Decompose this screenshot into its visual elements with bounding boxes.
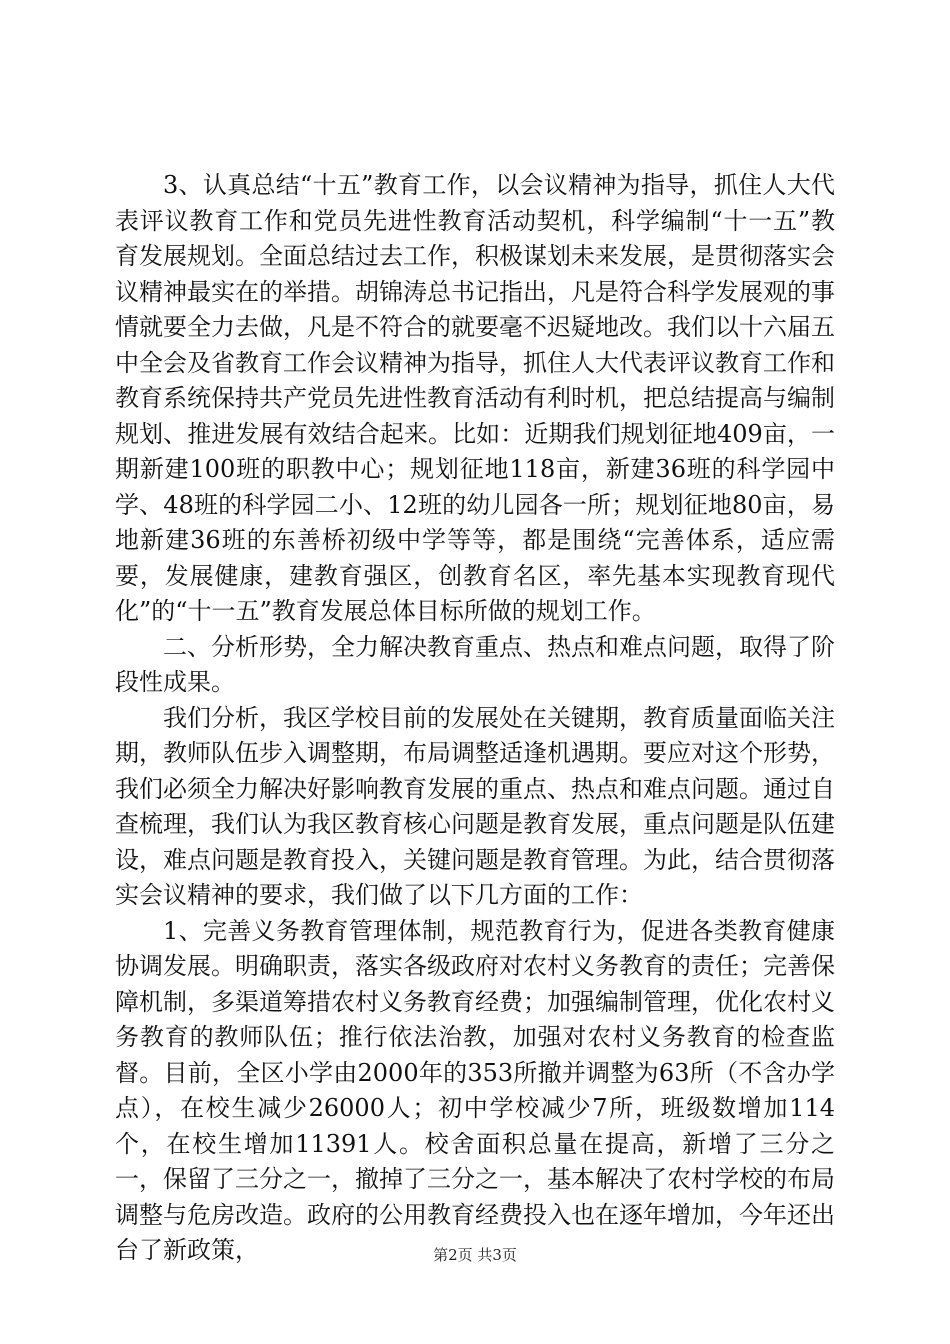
- section-heading-two: 二、分析形势，全力解决教育重点、热点和难点问题，取得了阶段性成果。: [115, 632, 835, 696]
- document-body: [115, 168, 835, 1269]
- paragraph-analysis: 我们分析，我区学校目前的发展处在关键期，教育质量面临关注期，教师队伍步入调整期，布局调整适逢机遇期。要应对这个形势，我们必须全力解决好影响教育发展的重点、热点和难点问题。通过自查梳理，我们认为我区教育核心问题是教育发展，重点问题是队伍建设，难点问题是教育投入，关键问题是教育管理。为此，结合贯彻落实会议精神的要求，我们做了以下几方面的工作：: [115, 703, 835, 909]
- paragraph-planning: 3、认真总结“十五”教育工作，以会议精神为指导，抓住人大代表评议教育工作和党员先进性教育活动契机，科学编制“十一五”教育发展规划。全面总结过去工作，积极谋划未来发展，是贯彻落实会议精神最实在的举措。胡锦涛总书记指出，凡是符合科学发展观的事情就要全力去做，凡是不符合的就要毫不迟疑地改。我们以十六届五中全会及省教育工作会议精神为指导，抓住人大代表评议教育工作和教育系统保持共产党员先进性教育活动有利时机，把总结提高与编制规划、推进发展有效结合起来。比如：近期我们规划征地409亩，一期新建100班的职教中心；规划征地118亩，新建36班的科学园中学、48班的科学园二小、12班的幼儿园各一所；规划征地80亩，易地新建36班的东善桥初级中学等等，都是围绕“完善体系，适应需要，发展健康，建教育强区，创教育名区，率先基本实现教育现代化”的“十一五”教育发展总体目标所做的规划工作。: [115, 171, 835, 625]
- paragraph-compulsory-education: 1、完善义务教育管理体制，规范教育行为，促进各类教育健康协调发展。明确职责，落实各级政府对农村义务教育的责任；完善保障机制，多渠道筹措农村义务教育经费；加强编制管理，优化农村义务教育的教师队伍；推行依法治教，加强对农村义务教育的检查监督。目前，全区小学由2000年的353所撤并调整为63所（不含办学点），在校生减少26000人；初中学校减少7所，班级数增加114个，在校生增加11391人。校舍面积总量在提高，新增了三分之一，保留了三分之一，撤掉了三分之一，基本解决了农村学校的布局调整与危房改造。政府的公用教育经费投入也在逐年增加，今年还出台了新政策，: [115, 916, 835, 1264]
- page-footer: 第2页 共3页: [433, 1246, 517, 1264]
